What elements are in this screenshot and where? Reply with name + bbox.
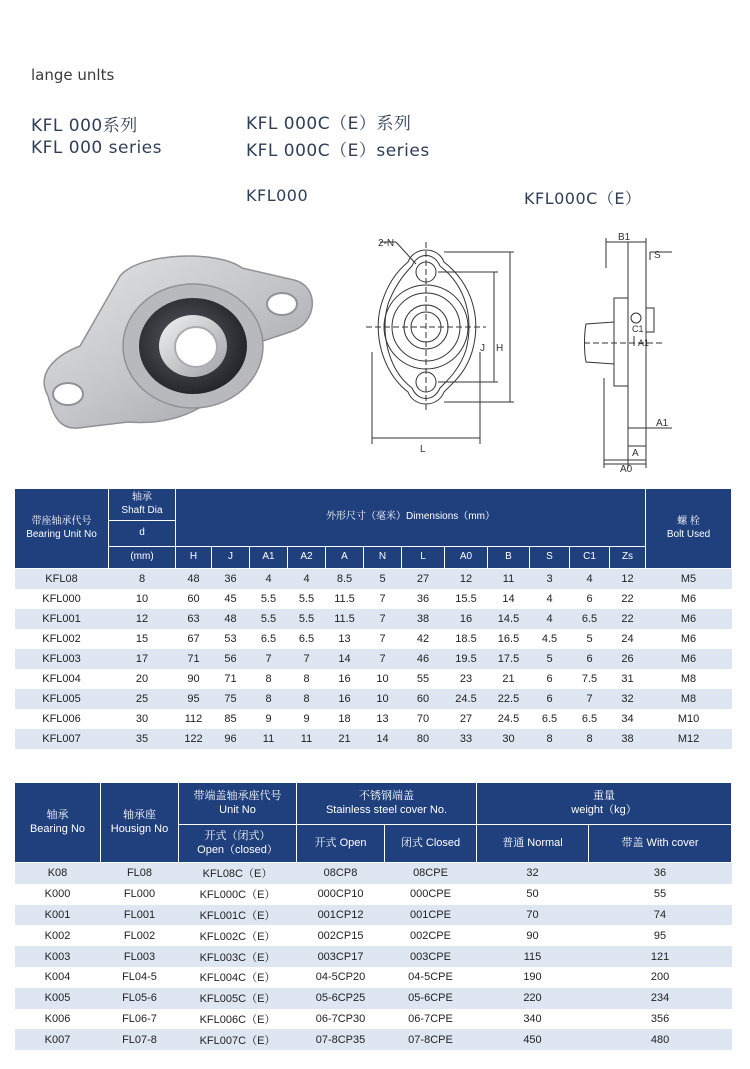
header-weight [477, 783, 732, 825]
header-dim-s: S [530, 547, 570, 569]
table-cell: KFL001C（E） [179, 905, 297, 926]
header-bearing-no-cn: 轴承 [46, 808, 69, 821]
table-cell: 7 [364, 589, 402, 609]
table-cell: 7 [364, 649, 402, 669]
table-cell: 22 [610, 609, 646, 629]
header-unit-no-cn: 带端盖轴承座代号 [193, 789, 282, 802]
label-a: A [632, 448, 639, 459]
table-row [15, 925, 732, 946]
table-cell: 340 [477, 1009, 589, 1030]
table-cell: 22 [610, 589, 646, 609]
table-cell: KFL006 [15, 709, 109, 729]
table-cell: FL001 [101, 905, 179, 926]
table-cell: FL000 [101, 884, 179, 905]
table-row [15, 569, 732, 590]
table-cell: 8 [530, 729, 570, 749]
table-cell: 95 [176, 689, 212, 709]
table-cell: FL05-6 [101, 988, 179, 1009]
table-cell: 80 [402, 729, 445, 749]
header-housing-no [101, 783, 179, 863]
header-dim-b: B [488, 547, 530, 569]
table-row [15, 729, 732, 749]
table-cell: 000CPE [385, 884, 477, 905]
table-cell: M8 [646, 689, 732, 709]
header-dim-a1: A1 [250, 547, 288, 569]
table-row [15, 709, 732, 729]
header-shaft-en: Shaft Dia [121, 504, 163, 516]
header-bearing-unit [15, 489, 109, 569]
table-cell: 190 [477, 967, 589, 988]
table-cell: 6 [570, 649, 610, 669]
header-open-closed-en: Open（closed） [197, 843, 278, 856]
table-cell: 04-5CPE [385, 967, 477, 988]
table-cell: KFL001 [15, 609, 109, 629]
table-cell: 26 [610, 649, 646, 669]
table-cell: 74 [589, 905, 732, 926]
header-shaft-symbol: d [109, 521, 176, 547]
header-dim-j: J [212, 547, 250, 569]
table-cell: KFL000 [15, 589, 109, 609]
table-cell: 30 [109, 709, 176, 729]
table-cell: 003CP17 [297, 946, 385, 967]
table-cell: 32 [477, 863, 589, 884]
series-title-left-en: KFL 000 series [31, 138, 162, 158]
table-cell: 21 [326, 729, 364, 749]
header-weight-en: weight（kg） [571, 803, 637, 816]
header-dim-a: A [326, 547, 364, 569]
table-cell: 35 [109, 729, 176, 749]
header-cover-open: 开式 Open [297, 825, 385, 863]
table-cell: 60 [176, 589, 212, 609]
table-cell: 5 [364, 569, 402, 590]
table-cell: 20 [109, 669, 176, 689]
table-cell: 8 [570, 729, 610, 749]
table-cell: 11.5 [326, 609, 364, 629]
table-cell: FL04-5 [101, 967, 179, 988]
table-cell: 36 [212, 569, 250, 590]
table-cell: 480 [589, 1029, 732, 1050]
label-a0: A0 [620, 464, 633, 474]
table-cell: 60 [402, 689, 445, 709]
series-title-left-cn: KFL 000系列 [31, 116, 138, 136]
table-cell: 7.5 [570, 669, 610, 689]
table-cell: 05-6CP25 [297, 988, 385, 1009]
header-weight-cover: 带盖 With cover [589, 825, 732, 863]
table-cell: 6 [570, 589, 610, 609]
label-hole: 2-N [378, 238, 395, 249]
label-j: J [480, 343, 485, 354]
table-cell: 50 [477, 884, 589, 905]
table-row [15, 669, 732, 689]
table-cell: KFL004 [15, 669, 109, 689]
table-cell: KFL004C（E） [179, 967, 297, 988]
table-cell: 27 [402, 569, 445, 590]
table-cell: 53 [212, 629, 250, 649]
table-cell: K005 [15, 988, 101, 1009]
table-cell: 24.5 [445, 689, 488, 709]
table-cell: 8 [109, 569, 176, 590]
table-cell: 6.5 [570, 609, 610, 629]
bearing-product-photo [28, 246, 324, 436]
table-cell: KFL003 [15, 649, 109, 669]
table-cell: M6 [646, 629, 732, 649]
label-l: L [420, 444, 426, 455]
table-cell: K001 [15, 905, 101, 926]
table-cell: 90 [477, 925, 589, 946]
table-cell: 14.5 [488, 609, 530, 629]
table-cell: 5.5 [288, 589, 326, 609]
table-row [15, 1009, 732, 1030]
table-cell: 6.5 [250, 629, 288, 649]
table-cell: 27 [445, 709, 488, 729]
header-unit-no-en: Unit No [219, 803, 256, 816]
table-cell: M10 [646, 709, 732, 729]
header-cover-closed: 闭式 Closed [385, 825, 477, 863]
series-title-right-en: KFL 000C（E）series [246, 141, 430, 161]
table-cell: 356 [589, 1009, 732, 1030]
table-cell: K000 [15, 884, 101, 905]
table-cell: 15 [109, 629, 176, 649]
header-dim-h: H [176, 547, 212, 569]
label-a1-bottom: A1 [656, 418, 669, 429]
table-cell: 12 [610, 569, 646, 590]
table-cell: 8 [288, 669, 326, 689]
table-cell: 70 [402, 709, 445, 729]
table-cell: KFL005C（E） [179, 988, 297, 1009]
table-cell: 55 [589, 884, 732, 905]
table-cell: KFL007 [15, 729, 109, 749]
table-cell: 11 [488, 569, 530, 590]
header-dim-zs: Zs [610, 547, 646, 569]
table-cell: 234 [589, 988, 732, 1009]
table-cell: 7 [250, 649, 288, 669]
table-cell: 04-5CP20 [297, 967, 385, 988]
table-cell: 15.5 [445, 589, 488, 609]
table-cell: 56 [212, 649, 250, 669]
table-cell: K08 [15, 863, 101, 884]
series-title-right-cn: KFL 000C（E）系列 [246, 114, 412, 134]
table-cell: 48 [212, 609, 250, 629]
table-cell: 4 [288, 569, 326, 590]
table-cell: KFL006C（E） [179, 1009, 297, 1030]
table-cell: 17.5 [488, 649, 530, 669]
table-cell: 12 [445, 569, 488, 590]
side-view-drawing [584, 228, 684, 474]
table-cell: 42 [402, 629, 445, 649]
table-row [15, 884, 732, 905]
table-cell: 24 [610, 629, 646, 649]
label-h: H [496, 343, 504, 354]
table-cell: 05-6CPE [385, 988, 477, 1009]
table-row [15, 689, 732, 709]
table-cell: 8.5 [326, 569, 364, 590]
table-cell: 16 [326, 689, 364, 709]
table-cell: 4 [530, 609, 570, 629]
table-cell: 8 [250, 669, 288, 689]
table-cell: 115 [477, 946, 589, 967]
table-cell: K002 [15, 925, 101, 946]
header-dim-a0: A0 [445, 547, 488, 569]
table-cell: 16.5 [488, 629, 530, 649]
table-cell: 75 [212, 689, 250, 709]
table-cell: M8 [646, 669, 732, 689]
table-row [15, 967, 732, 988]
table-cell: 38 [402, 609, 445, 629]
table-cell: K003 [15, 946, 101, 967]
table-cell: KFL007C（E） [179, 1029, 297, 1050]
table-cell: KFL003C（E） [179, 946, 297, 967]
table-cell: 002CP15 [297, 925, 385, 946]
header-bearing-no [15, 783, 101, 863]
table-cell: 32 [610, 689, 646, 709]
table-cell: 16 [445, 609, 488, 629]
table-cell: K006 [15, 1009, 101, 1030]
table-cell: 71 [176, 649, 212, 669]
dimensions-table [14, 488, 732, 749]
table-cell: M6 [646, 609, 732, 629]
header-weight-cn: 重量 [593, 789, 615, 802]
table-cell: 450 [477, 1029, 589, 1050]
table-cell: 6 [530, 689, 570, 709]
header-dim-n: N [364, 547, 402, 569]
header-cover-no-en: Stainless steel cover No. [325, 803, 448, 816]
table-cell: 08CPE [385, 863, 477, 884]
header-dimensions: 外形尺寸（毫米）Dimensions（mm） [176, 489, 646, 547]
table-cell: 5 [570, 629, 610, 649]
table-cell: 5 [530, 649, 570, 669]
table-cell: 7 [364, 629, 402, 649]
header-bearing-unit-cn: 带座轴承代号 [31, 516, 92, 527]
table-cell: 8 [250, 689, 288, 709]
table-row [15, 988, 732, 1009]
table-cell: 13 [364, 709, 402, 729]
cover-weight-table [14, 782, 732, 1050]
header-open-closed-cn: 开式（闭式） [204, 829, 271, 842]
table-cell: 85 [212, 709, 250, 729]
table-cell: 8 [288, 689, 326, 709]
table-cell: 220 [477, 988, 589, 1009]
table-cell: 14 [364, 729, 402, 749]
table-cell: 11 [288, 729, 326, 749]
table-cell: K007 [15, 1029, 101, 1050]
table-cell: 31 [610, 669, 646, 689]
table-cell: KFL08 [15, 569, 109, 590]
table-cell: KFL002C（E） [179, 925, 297, 946]
table-cell: 3 [530, 569, 570, 590]
table-row [15, 609, 732, 629]
header-dim-a2: A2 [288, 547, 326, 569]
table-cell: 33 [445, 729, 488, 749]
table-cell: 003CPE [385, 946, 477, 967]
table-cell: KFL002 [15, 629, 109, 649]
table-cell: 000CP10 [297, 884, 385, 905]
table-cell: 9 [288, 709, 326, 729]
table-cell: 4 [250, 569, 288, 590]
header-bolt [646, 489, 732, 569]
table-cell: 5.5 [288, 609, 326, 629]
table-cell: 21 [488, 669, 530, 689]
table-cell: KFL08C（E） [179, 863, 297, 884]
table-cell: 6.5 [288, 629, 326, 649]
header-bearing-unit-en: Bearing Unit No [26, 528, 97, 540]
table-cell: M6 [646, 649, 732, 669]
label-a1-top: A1 [638, 338, 650, 348]
table-cell: 002CPE [385, 925, 477, 946]
table-cell: 001CP12 [297, 905, 385, 926]
table-cell: 7 [364, 609, 402, 629]
table-row [15, 863, 732, 884]
label-c1: C1 [632, 324, 644, 334]
label-s: S [654, 250, 661, 261]
table-cell: 11.5 [326, 589, 364, 609]
header-cover-no-cn: 不锈钢端盖 [359, 789, 414, 802]
table-cell: 17 [109, 649, 176, 669]
table-row [15, 905, 732, 926]
table-row [15, 589, 732, 609]
table-cell: 6 [530, 669, 570, 689]
table-cell: 24.5 [488, 709, 530, 729]
table-cell: KFL005 [15, 689, 109, 709]
label-b1: B1 [618, 232, 631, 243]
table-cell: 36 [589, 863, 732, 884]
table-cell: 71 [212, 669, 250, 689]
table-cell: 06-7CPE [385, 1009, 477, 1030]
header-housing-no-cn: 轴承座 [123, 808, 156, 821]
table-row [15, 629, 732, 649]
header-bolt-en: Bolt Used [666, 528, 711, 540]
table-cell: 10 [364, 689, 402, 709]
table-cell: 4 [530, 589, 570, 609]
table-cell: 9 [250, 709, 288, 729]
table-cell: 5.5 [250, 609, 288, 629]
table-cell: 63 [176, 609, 212, 629]
table-row [15, 1029, 732, 1050]
table-cell: 14 [326, 649, 364, 669]
table-cell: 55 [402, 669, 445, 689]
table-cell: KFL000C（E） [179, 884, 297, 905]
front-view-drawing [362, 232, 522, 458]
table-cell: 95 [589, 925, 732, 946]
table-cell: 5.5 [250, 589, 288, 609]
header-bearing-no-en: Bearing No [29, 822, 86, 835]
table-cell: 06-7CP30 [297, 1009, 385, 1030]
table-cell: 07-8CPE [385, 1029, 477, 1050]
table-cell: 7 [570, 689, 610, 709]
header-shaft [109, 489, 176, 521]
table-cell: 200 [589, 967, 732, 988]
header-shaft-cn: 轴承 [132, 492, 152, 503]
drawing-label-left: KFL000 [246, 186, 309, 205]
table-cell: 19.5 [445, 649, 488, 669]
table-cell: M6 [646, 589, 732, 609]
table-cell: 10 [109, 589, 176, 609]
table-cell: 23 [445, 669, 488, 689]
table-cell: 25 [109, 689, 176, 709]
table-row [15, 649, 732, 669]
page-subtitle: lange unlts [31, 66, 115, 84]
table-cell: 90 [176, 669, 212, 689]
table-cell: 18.5 [445, 629, 488, 649]
table-row [15, 946, 732, 967]
table-cell: 122 [176, 729, 212, 749]
table-cell: 001CPE [385, 905, 477, 926]
header-unit-no [179, 783, 297, 825]
table-cell: 6.5 [530, 709, 570, 729]
table-cell: 112 [176, 709, 212, 729]
table-cell: 10 [364, 669, 402, 689]
table-cell: 16 [326, 669, 364, 689]
table-cell: 12 [109, 609, 176, 629]
table-cell: 22.5 [488, 689, 530, 709]
header-open-closed [179, 825, 297, 863]
drawing-label-right: KFL000C（E） [524, 189, 642, 208]
table-cell: M5 [646, 569, 732, 590]
table-cell: M12 [646, 729, 732, 749]
table-cell: 18 [326, 709, 364, 729]
table-cell: K004 [15, 967, 101, 988]
table-cell: 11 [250, 729, 288, 749]
table-cell: 38 [610, 729, 646, 749]
table-cell: 121 [589, 946, 732, 967]
table-cell: 6.5 [570, 709, 610, 729]
table-cell: 96 [212, 729, 250, 749]
table-cell: FL08 [101, 863, 179, 884]
header-weight-normal: 普通 Normal [477, 825, 589, 863]
table-cell: FL003 [101, 946, 179, 967]
table-cell: 14 [488, 589, 530, 609]
table-cell: 30 [488, 729, 530, 749]
table-cell: 34 [610, 709, 646, 729]
table-cell: FL07-8 [101, 1029, 179, 1050]
table-cell: 70 [477, 905, 589, 926]
table-cell: 45 [212, 589, 250, 609]
table-cell: FL06-7 [101, 1009, 179, 1030]
header-bolt-cn: 螺 栓 [677, 516, 700, 527]
header-cover-no [297, 783, 477, 825]
header-dim-l: L [402, 547, 445, 569]
table-cell: 48 [176, 569, 212, 590]
table-cell: 4.5 [530, 629, 570, 649]
table-cell: 13 [326, 629, 364, 649]
header-dim-c1: C1 [570, 547, 610, 569]
table-cell: 36 [402, 589, 445, 609]
header-shaft-unit: (mm) [109, 547, 176, 569]
table-cell: 46 [402, 649, 445, 669]
table-cell: 7 [288, 649, 326, 669]
table-cell: 07-8CP35 [297, 1029, 385, 1050]
table-cell: 4 [570, 569, 610, 590]
table-cell: 08CP8 [297, 863, 385, 884]
table-cell: FL002 [101, 925, 179, 946]
table-cell: 67 [176, 629, 212, 649]
header-housing-no-en: Housign No [110, 822, 169, 835]
